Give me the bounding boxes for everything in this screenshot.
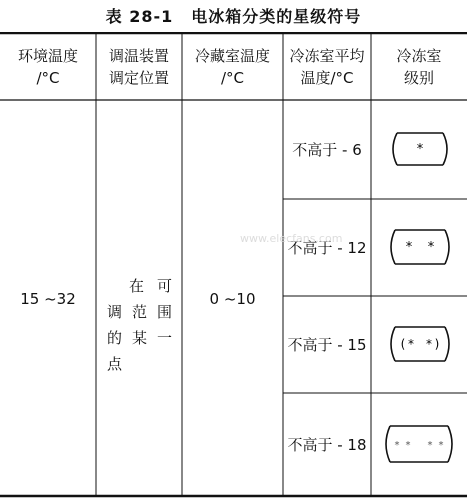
header-line: 环境温度	[17, 47, 78, 65]
freezer-temp-3star: 不高于 - 15	[287, 335, 367, 354]
header-adjust-position	[96, 34, 182, 100]
freezer-temp-1star: 不高于 - 6	[292, 141, 362, 159]
header-line: 冷藏室温度	[194, 47, 270, 65]
env-temp-value: 15 ~32	[20, 289, 76, 308]
svg-text:*: *	[426, 337, 432, 351]
adjust-position-value	[96, 101, 182, 496]
freezer-temp-2star: 不高于 - 12	[287, 238, 367, 257]
header-freezer-avg-temp	[283, 34, 371, 100]
header-line: 冷冻室平均	[289, 47, 365, 65]
adjust-char: 点	[107, 355, 123, 373]
freezer-temp-4star: 不高于 - 18	[287, 435, 367, 454]
header-line: 级别	[403, 69, 434, 87]
star-symbol-2-icon	[385, 228, 455, 266]
svg-text:*: *	[405, 240, 413, 255]
svg-text:*: *	[408, 337, 414, 351]
svg-text:*: *	[427, 240, 435, 255]
svg-text:*: *	[438, 440, 444, 451]
adjust-char: 调	[107, 303, 123, 321]
table-caption: 电冰箱分类的星级符号	[191, 7, 362, 26]
svg-text:(: (	[400, 337, 406, 351]
header-line: /°C	[36, 69, 60, 87]
svg-text:*: *	[416, 142, 424, 157]
watermark: www.elecfans.com	[240, 232, 343, 245]
adjust-char: 可	[157, 277, 173, 295]
adjust-char: 在	[129, 277, 145, 295]
star-symbol-3-icon	[385, 325, 455, 363]
svg-text:*: *	[427, 440, 433, 451]
adjust-char: 范	[132, 303, 148, 321]
star-symbol-1-icon	[387, 131, 453, 167]
header-env-temp	[0, 34, 96, 100]
adjust-char: 某	[132, 329, 148, 347]
adjust-char: 围	[157, 303, 173, 321]
header-line: 调定位置	[108, 69, 169, 87]
table-number: 表 28-1	[105, 7, 174, 26]
header-line: 冷冻室	[396, 47, 442, 65]
adjust-char: 一	[157, 329, 173, 347]
svg-text:*: *	[394, 440, 400, 451]
star-symbol-4-icon	[380, 424, 458, 464]
header-line: 调温装置	[108, 47, 169, 65]
fridge-temp-value: 0 ~10	[209, 289, 256, 308]
header-fridge-temp	[182, 34, 283, 100]
table-title	[0, 4, 467, 27]
header-line: /°C	[220, 69, 245, 87]
adjust-char: 的	[107, 329, 123, 347]
svg-text:): )	[434, 337, 440, 351]
header-line: 温度/°C	[300, 69, 354, 87]
svg-text:*: *	[405, 440, 411, 451]
star-rating-table	[0, 32, 467, 498]
header-freezer-grade	[371, 34, 467, 100]
